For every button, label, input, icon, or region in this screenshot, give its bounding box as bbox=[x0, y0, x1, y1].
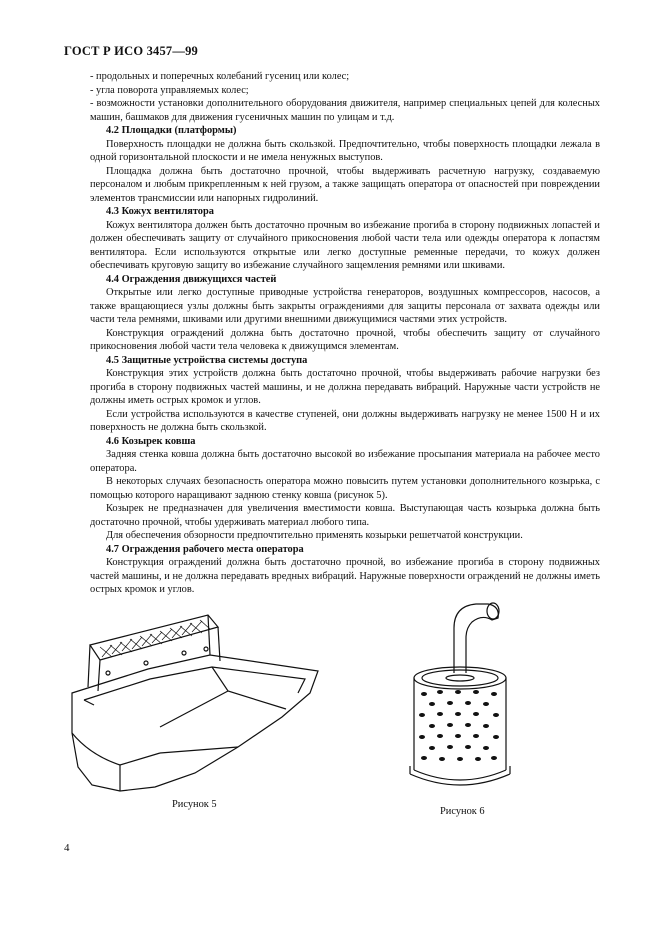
paragraph: Кожух вентилятора должен быть достаточно прочным во избежание прогиба в сторону подвижных лопастей и должен обеспечивать защиту от случайного прикосновения любой части тела или одежды оператора к лопастям вентилятора. Если используются открытые или легко доступные ременные передачи, то кожух должен обеспечивать круговую защиту во избежание случайного защемления ремнями или шкивами. bbox=[90, 219, 600, 271]
section-heading: 4.7 Ограждения рабочего места оператора bbox=[106, 543, 304, 555]
paragraph: В некоторых случаях безопасность оператора можно повысить путем установки дополнительного козырька, с помощью которого наращивают заднюю стенку ковша (рисунок 5). bbox=[90, 476, 600, 501]
paragraph: Конструкция ограждений должна быть достаточно прочной, чтобы обеспечить защиту от случайного прикосновения любой части тела человека к движущимся элементам. bbox=[90, 327, 600, 352]
paragraph: - продольных и поперечных колебаний гусениц или колес; bbox=[90, 71, 350, 82]
paragraph: Поверхность площадки не должна быть скользкой. Предпочтительно, чтобы поверхность площадки лежала в одной горизонтальной плоскости и не имела ненужных выступов. bbox=[90, 138, 600, 163]
paragraph: Площадка должна быть достаточно прочной, чтобы выдерживать расчетную нагрузку, создаваемую персоналом и любым прикрепленным к ней грузом, а также защищать оператора от опасностей при повреждении элементов трансмиссии или напорных гидролиний. bbox=[90, 165, 600, 204]
document-header: ГОСТ Р ИСО 3457—99 bbox=[64, 44, 198, 58]
section-heading: 4.3 Кожух вентилятора bbox=[106, 206, 214, 217]
section-heading: 4.4 Ограждения движущихся частей bbox=[106, 273, 277, 285]
paragraph: Если устройства используются в качестве ступеней, они должны выдерживать нагрузку не менее 1500 Н и их поверхность не должна быть скользкой. bbox=[90, 408, 600, 433]
perforated-guard-figure bbox=[398, 598, 538, 794]
section-heading: 4.5 Защитные устройства системы доступа bbox=[106, 354, 308, 366]
page-number: 4 bbox=[64, 842, 70, 854]
section-heading: 4.6 Козырек ковша bbox=[106, 435, 196, 447]
figure-5-caption: Рисунок 5 bbox=[172, 799, 217, 810]
paragraph: Открытые или легко доступные приводные устройства генераторов, воздушных компрессоров, насосов, а также вращающиеся узлы должны быть закрыты ограждениями для защиты персонала от захвата одежды или части тела ремнями, шкивами или другими внешними движущимися частями этих устройств. bbox=[90, 287, 600, 325]
figure-6-caption: Рисунок 6 bbox=[440, 806, 485, 817]
paragraph: Для обеспечения обзорности предпочтительно применять козырьки решетчатой конструкции. bbox=[106, 530, 523, 541]
paragraph: Козырек не предназначен для увеличения вместимости ковша. Выступающая часть козырька должна быть достаточно прочной, чтобы удерживать материал любого типа. bbox=[90, 503, 600, 528]
paragraph: Задняя стенка ковша должна быть достаточно высокой во избежание просыпания материала на рабочее место оператора. bbox=[90, 449, 600, 474]
section-heading: 4.2 Площадки (платформы) bbox=[106, 125, 237, 136]
paragraph: Конструкция этих устройств должна быть достаточно прочной, чтобы выдерживать рабочие нагрузки без прогиба в сторону подвижных частей машины, и не должна передавать вибраций. Наружные части устройств не должны иметь острых кромок и углов. bbox=[90, 368, 600, 406]
paragraph: - возможности установки дополнительного оборудования движителя, например специальных цепей для колесных машин, башмаков для движения гусеничных машин по улицам и т.д. bbox=[90, 98, 600, 123]
paragraph: Конструкция ограждений должна быть достаточно прочной, во избежание прогиба в сторону подвижных частей машины, и не должна передавать вредных вибраций. Наружные поверхности ограждений не должны иметь острых кромок и углов. bbox=[90, 557, 600, 595]
bucket-with-guard-figure bbox=[60, 605, 330, 795]
paragraph: - угла поворота управляемых колес; bbox=[90, 84, 249, 96]
body-text bbox=[90, 70, 600, 597]
